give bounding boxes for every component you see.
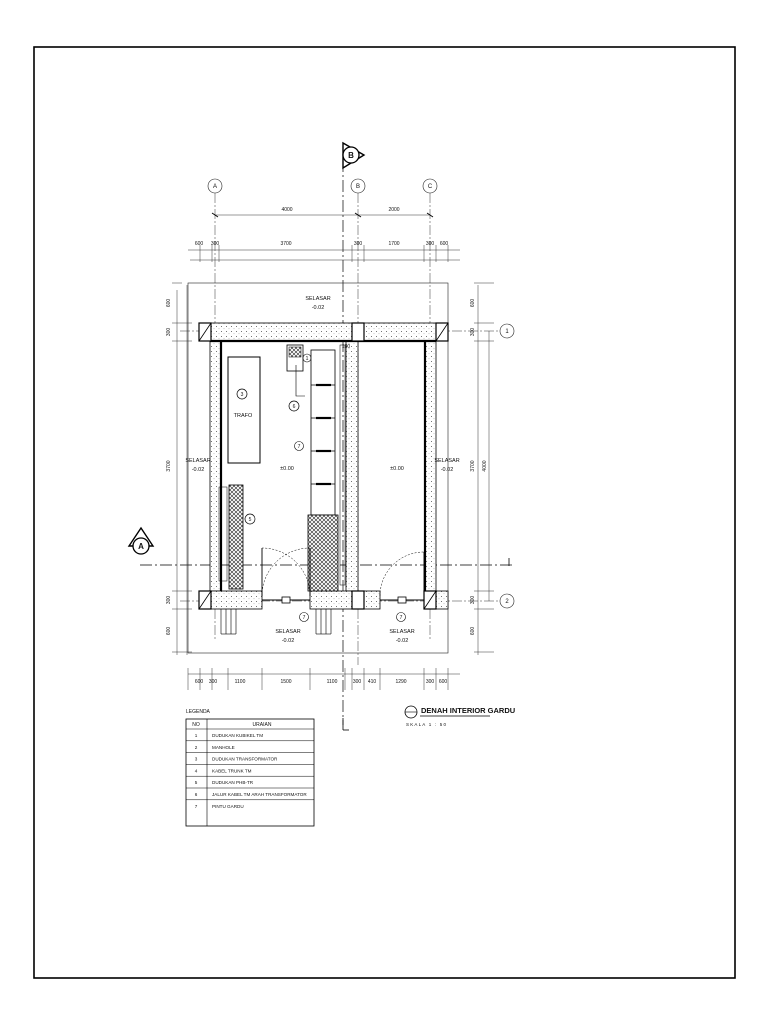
wall-left xyxy=(210,341,221,591)
dim-left-2: 3700 xyxy=(166,460,172,472)
column-b2 xyxy=(352,591,364,609)
dim-top-detail-0: 600 xyxy=(194,241,204,247)
dim-bottom-9: 600 xyxy=(438,679,448,685)
title-main: DENAH INTERIOR GARDU xyxy=(421,706,516,715)
trafo-label: TRAFO xyxy=(233,413,253,419)
selasar-br-level: -0.02 xyxy=(395,638,409,644)
wall-middle xyxy=(346,341,358,591)
dim-right-0: 600 xyxy=(470,298,476,308)
section-marker-a xyxy=(129,528,153,554)
dim-top-detail-2: 3700 xyxy=(280,241,292,247)
room-right-level: ±0.00 xyxy=(390,466,404,472)
marker-7a-label: 7 xyxy=(297,444,301,450)
dim-top-detail-3: 300 xyxy=(353,241,363,247)
dim-bottom-4: 1100 xyxy=(326,679,338,685)
column-b1 xyxy=(352,323,364,341)
legend-row-no: 3 xyxy=(194,756,198,762)
dim-right-3: 300 xyxy=(470,595,476,605)
grid-label-c: C xyxy=(427,184,433,190)
legend-row-uraian: KABEL TRUNK TM xyxy=(212,768,252,774)
dim-bottom-2: 1100 xyxy=(234,679,246,685)
dim-top-detail-1: 300 xyxy=(210,241,220,247)
grid-label-1: 1 xyxy=(505,329,509,335)
dim-bottom-7: 1290 xyxy=(395,679,407,685)
dim-left-3: 300 xyxy=(166,595,172,605)
selasar-right-label: SELASAR xyxy=(434,458,460,464)
legend-title: LEGENDA xyxy=(186,709,210,715)
marker-7b-label: 7 xyxy=(302,615,306,621)
dim-right-2: 3700 xyxy=(470,460,476,472)
marker-5-label: 5 xyxy=(248,517,252,523)
dim-right-1: 300 xyxy=(470,327,476,337)
legend-row-no: 6 xyxy=(194,792,198,797)
marker-3-label: 3 xyxy=(240,392,244,398)
section-marker-b xyxy=(343,143,364,168)
legend-row-uraian: DUDUKAN TRANSFORMATOR xyxy=(212,756,278,762)
dim-bottom-3: 1500 xyxy=(280,679,292,685)
dim-top-overall-1: 2000 xyxy=(388,207,400,213)
legend xyxy=(186,709,314,826)
legend-header-uraian: URAIAN xyxy=(252,722,272,728)
trafo-base xyxy=(228,357,260,463)
grid-label-b: B xyxy=(355,184,361,190)
legend-row-uraian: PINTU GARDU xyxy=(212,803,244,809)
title-scale: SKALA 1 : 50 xyxy=(406,722,448,727)
cubicle-hatch xyxy=(308,515,338,591)
dim-right-4: 600 xyxy=(470,626,476,636)
dim-bottom-8: 300 xyxy=(425,679,435,685)
legend-row-no: 1 xyxy=(194,733,198,738)
legend-row-no: 5 xyxy=(194,780,198,786)
section-label-b: B xyxy=(348,151,354,160)
dim-top-detail-4: 1700 xyxy=(388,241,400,247)
dim-top-overall-0: 4000 xyxy=(281,207,293,213)
room-left-level: ±0.00 xyxy=(280,466,294,472)
marker-1-label: 1 xyxy=(305,356,309,362)
selasar-bl-label: SELASAR xyxy=(275,629,301,635)
phb-tr-base xyxy=(229,485,243,589)
cubicle-stack xyxy=(311,350,335,515)
section-label-a: A xyxy=(138,542,144,551)
legend-row-no: 2 xyxy=(194,744,198,750)
legend-row-uraian: JALUR KABEL TM ARAH TRANSFORMATOR xyxy=(212,792,307,797)
dim-top-detail-6: 600 xyxy=(439,241,449,247)
dim-left-4: 600 xyxy=(166,626,172,636)
selasar-br-label: SELASAR xyxy=(389,629,415,635)
wall-bottom-b xyxy=(310,591,380,609)
selasar-top-level: -0.02 xyxy=(311,305,325,311)
grid-label-a: A xyxy=(212,184,218,190)
dim-bottom-5: 300 xyxy=(352,679,362,685)
legend-row-uraian: DUDUKAN PHB-TR xyxy=(212,780,254,786)
marker-6-label: 6 xyxy=(292,404,296,410)
legend-row-no: 4 xyxy=(194,768,198,774)
note-100: 100 xyxy=(341,344,351,350)
sheet-border xyxy=(34,47,735,978)
grid-label-2: 2 xyxy=(505,599,509,605)
dim-left-0: 600 xyxy=(166,298,172,308)
dim-top-detail-5: 300 xyxy=(425,241,435,247)
legend-row-uraian: MANHOLE xyxy=(212,744,235,750)
selasar-left-label: SELASAR xyxy=(185,458,211,464)
selasar-top-label: SELASAR xyxy=(305,296,331,302)
wall-top xyxy=(199,323,448,341)
selasar-left-level: -0.02 xyxy=(191,467,205,473)
legend-row-uraian: DUDUKAN KUBIKEL TM xyxy=(212,733,264,738)
drawing-title xyxy=(405,706,515,727)
legend-header-no: NO xyxy=(192,722,200,728)
selasar-bl-level: -0.02 xyxy=(281,638,295,644)
dim-bottom-1: 300 xyxy=(208,679,218,685)
dim-bottom-6: 410 xyxy=(367,679,377,685)
selasar-right-level: -0.02 xyxy=(440,467,454,473)
dim-right-overall: 4000 xyxy=(482,460,488,472)
legend-row-no: 7 xyxy=(194,803,198,809)
marker-7c-label: 7 xyxy=(399,615,403,621)
dim-bottom-0: 600 xyxy=(194,679,204,685)
wall-right xyxy=(425,341,436,591)
dim-left-1: 300 xyxy=(166,327,172,337)
